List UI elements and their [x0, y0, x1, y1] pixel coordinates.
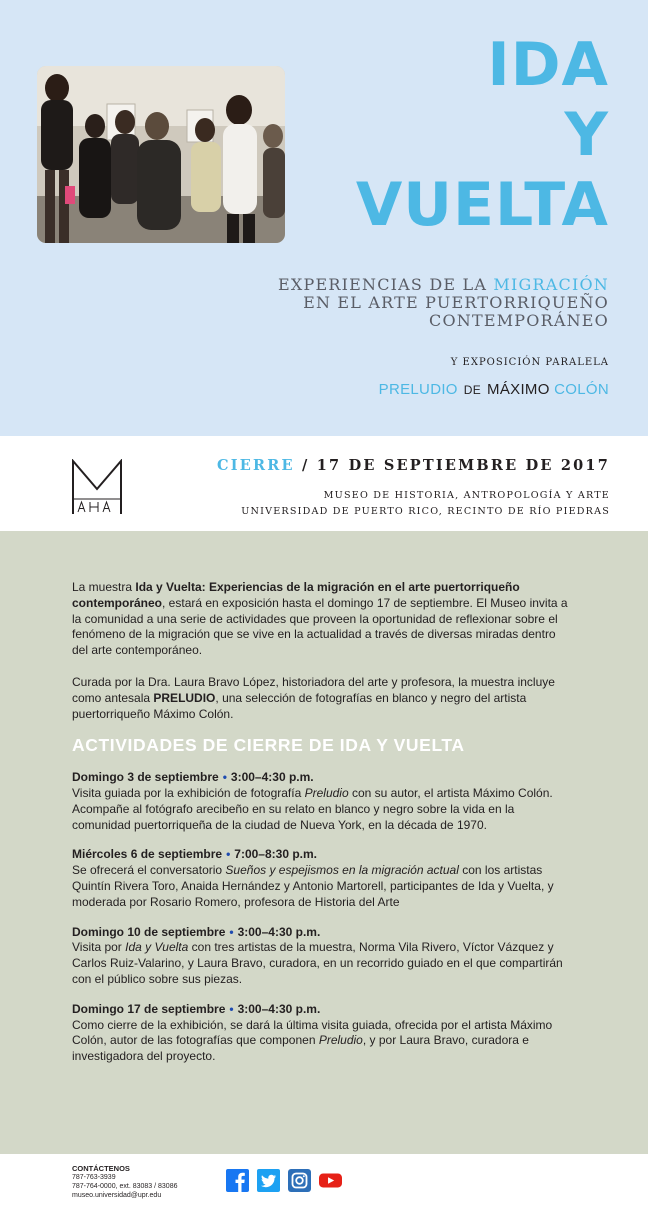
intro-paragraph-2	[72, 675, 572, 722]
twitter-icon[interactable]	[257, 1169, 280, 1192]
museum-name	[241, 488, 610, 520]
event-time: 3:00–4:30 p.m.	[230, 770, 314, 785]
youtube-icon[interactable]	[319, 1169, 342, 1192]
event-text-b: con tres artistas de la muestra, Norma Vila Rivero, Víctor Vázquez y Carlos Ruiz-Valarino, y Laura Bravo, curadora, en un recorrido guiado en el que compartirán con el público sobre sus piezas.	[72, 940, 563, 986]
event-text-a: Visita guiada por la exhibición de fotografía	[72, 785, 305, 800]
intro-p2-text-b: , una selección de fotografías en blanco y negro del artista puertorriqueño Máximo Colón.	[72, 690, 527, 721]
facebook-icon[interactable]	[226, 1169, 249, 1192]
event-header	[72, 925, 572, 941]
closing-band	[0, 436, 648, 531]
event-header	[72, 770, 572, 786]
artist-first-name: MÁXIMO	[487, 381, 550, 398]
event-description	[72, 863, 572, 910]
event-item	[72, 847, 572, 910]
intro-p2-text-a: Curada por la Dra. Laura Bravo López, historiadora del arte y profesora, la muestra incluye como antesala	[72, 674, 555, 705]
cierre-label: CIERRE	[217, 457, 295, 474]
closing-date-text: / 17 DE SEPTIEMBRE DE 2017	[302, 457, 610, 474]
event-item	[72, 770, 572, 833]
parallel-exhibition-label: Y EXPOSICIÓN PARALELA	[450, 357, 609, 368]
footer	[0, 1154, 648, 1224]
event-text-a: Visita por	[72, 940, 126, 955]
intro-p1-text-b: , estará en exposición hasta el domingo 17 de septiembre. El Museo invita a la comunidad a una serie de actividades que proveen la oportunidad de reflexionar sobre el fenómeno de la migración que se vive en la actualidad a través de diversas miradas dentro del arte contemporáneo.	[72, 595, 568, 658]
exhibition-photo	[37, 66, 285, 243]
closing-date	[217, 457, 610, 474]
exhibition-title	[356, 30, 609, 240]
instagram-icon[interactable]	[288, 1169, 311, 1192]
event-text-b: con su autor, el artista Máximo Colón. Acompañe al fotógrafo arecibeño en su relato en blanco y negro sobre la vida en la comunidad puertorriqueña de la ciudad de Nueva York, en la década de 1970.	[72, 785, 553, 832]
preludio-line	[379, 381, 609, 398]
intro-p2-bold: PRELUDIO	[153, 690, 216, 705]
museum-line-2: UNIVERSIDAD DE PUERTO RICO, RECINTO DE RÍO PIEDRAS	[241, 506, 610, 517]
event-date: Domingo 17 de septiembre	[72, 1001, 226, 1016]
event-header	[72, 847, 572, 863]
preludio-title: PRELUDIO	[378, 381, 458, 398]
intro-p1-text-a: La muestra	[72, 580, 136, 594]
event-text-b: , y por Laura Bravo, curadora e investigadora del proyecto.	[72, 1033, 529, 1064]
museum-line-1: MUSEO DE HISTORIA, ANTROPOLOGÍA Y ARTE	[323, 490, 610, 501]
title-line-ida: IDA	[487, 30, 609, 100]
event-item	[72, 1002, 572, 1065]
bullet-icon: •	[229, 924, 234, 939]
event-text-b: con los artistas Quintín Rivera Toro, Anaida Hernández y Antonio Martorell, participantes de Ida y Vuelta, y moderada por Rosario Romero, profesora de Historia del Arte	[72, 863, 554, 909]
event-item	[72, 925, 572, 988]
social-links	[226, 1169, 342, 1192]
event-text-italic: Ida y Vuelta	[125, 940, 189, 955]
event-description	[72, 786, 572, 833]
artist-last-name: COLÓN	[554, 381, 609, 398]
event-date: Domingo 3 de septiembre	[72, 770, 219, 785]
header-section	[0, 0, 648, 436]
event-date: Domingo 10 de septiembre	[72, 924, 226, 939]
museum-logo	[72, 459, 122, 514]
event-description	[72, 940, 572, 987]
contact-info	[72, 1164, 177, 1200]
event-time: 7:00–8:30 p.m.	[234, 847, 317, 862]
bullet-icon: •	[222, 770, 227, 785]
event-description	[72, 1018, 572, 1065]
intro-paragraph-1	[72, 580, 572, 659]
bullet-icon: •	[226, 847, 231, 862]
event-time: 3:00–4:30 p.m.	[237, 924, 321, 939]
event-text-italic: Preludio	[304, 785, 349, 800]
event-text-a: Se ofrecerá el conversatorio	[72, 863, 226, 878]
event-header	[72, 1002, 572, 1018]
activities-heading: ACTIVIDADES DE CIERRE DE IDA Y VUELTA	[72, 735, 465, 756]
title-line-y: Y	[564, 100, 609, 170]
contact-phone-1: 787-763-3939	[72, 1174, 116, 1181]
event-date: Miércoles 6 de septiembre	[72, 847, 223, 862]
subtitle-line-3: CONTEMPORÁNEO	[429, 311, 609, 330]
contact-phone-2: 787-764-0000, ext. 83083 / 83086	[72, 1183, 178, 1190]
event-text-italic: Preludio	[318, 1033, 363, 1048]
subtitle-prefix: EXPERIENCIAS DE LA	[278, 275, 494, 294]
contact-email[interactable]: museo.universidad@upr.edu	[72, 1192, 162, 1199]
preludio-de: DE	[463, 383, 482, 397]
title-line-vuelta: VUELTA	[355, 170, 609, 240]
contact-heading: CONTÁCTENOS	[72, 1164, 130, 1173]
subtitle-line-2: EN EL ARTE PUERTORRIQUEÑO	[303, 293, 609, 312]
content-section	[0, 531, 648, 1154]
exhibition-subtitle	[278, 276, 609, 330]
subtitle-accent: MIGRACIÓN	[493, 275, 609, 294]
bullet-icon: •	[229, 1001, 234, 1016]
content-text	[72, 580, 572, 1079]
event-text-a: Como cierre de la exhibición, se dará la última visita guiada, ofrecida por el artista Máximo Colón, autor de las fotografías que componen	[72, 1017, 553, 1048]
event-text-italic: Sueños y espejismos en la migración actual	[225, 863, 459, 878]
intro-p1-bold: Ida y Vuelta: Experiencias de la migración en el arte puertorriqueño contemporáneo	[72, 580, 520, 610]
event-time: 3:00–4:30 p.m.	[237, 1001, 321, 1016]
